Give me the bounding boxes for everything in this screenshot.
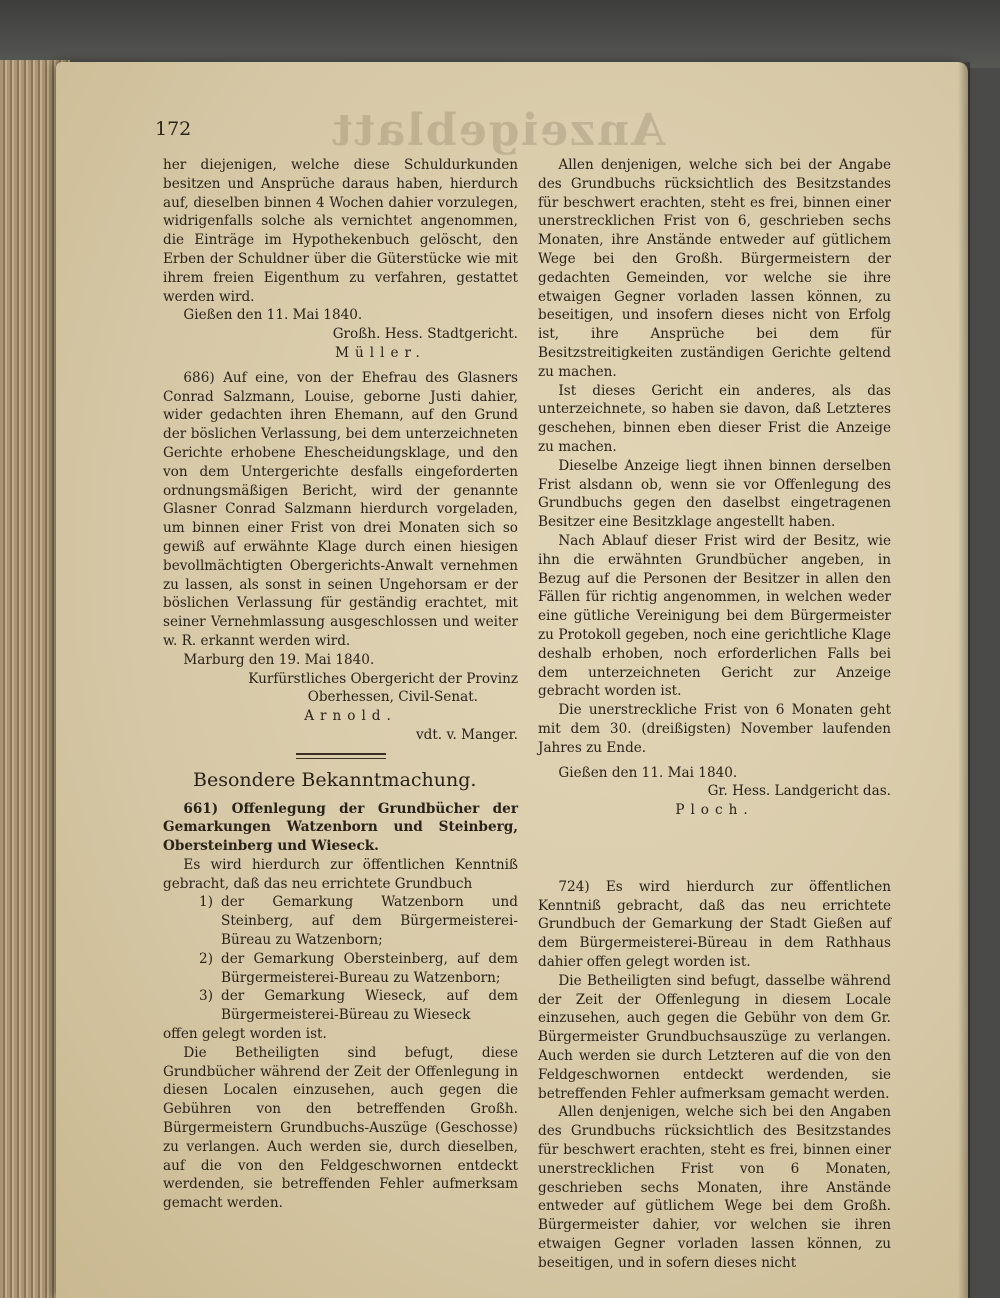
court-name: Kurfürstliches Obergericht der Provinz bbox=[248, 670, 518, 687]
signature: Müller. bbox=[335, 344, 426, 361]
continued-paragraph: her diejenigen, welche diese Schuldurkunden besitzen und Ansprüche daraus haben, hierdurch auf, dieselben binnen 4 Wochen dahier vorzulegen, widrigenfalls solche als vernichtet angenommen, die Einträge im Hypothekenbuch gelöscht, den Erben der Schuldner über die Güterstücke wie mit ihrem freien Eigenthum zu verfahren, gestattet werden wird. bbox=[163, 157, 518, 305]
paragraph: offen gelegt worden ist. bbox=[163, 1026, 327, 1043]
notice-724: 724) Es wird hierdurch zur öffentlichen Kenntniß gebracht, daß das neu errichtete Grundbuch der Gemarkung der Stadt Gießen auf dem Bürgermeisterei-Büreau in dem Rathhaus dahier offen gelegt worden ist. bbox=[538, 878, 891, 971]
signature: Ploch. bbox=[675, 802, 754, 819]
date-line: Marburg den 19. Mai 1840. bbox=[183, 651, 375, 668]
notice-661-title: 661) Offenlegung der Grundbücher der Gemarkungen Watzenborn und Steinberg, Obersteinberg und Wieseck. bbox=[163, 800, 518, 855]
paragraph: Die Betheiligten sind befugt, diese Grundbücher während der Zeit der Offenlegung in diesen Localen einzusehen, auch gegen die Gebühren von den betreffenden Großh. Bürgermeistern Grundbuchs-Auszüge (Geschosse) zu verlangen. Auch werden sie, durch dieselben, auf die von den Feldgeschwornen entdeckt werdenden, sie betreffenden Fehler aufmerksam gemacht werden. bbox=[163, 1044, 518, 1212]
scan-background bbox=[0, 0, 1000, 68]
page-number: 172 bbox=[155, 118, 192, 140]
court-name: Großh. Hess. Stadtgericht. bbox=[332, 326, 518, 343]
section-heading: Besondere Bekanntmachung. bbox=[193, 768, 477, 791]
signature: Arnold. bbox=[304, 708, 397, 725]
notice-686: 686) Auf eine, von der Ehefrau des Glasners Conrad Salzmann, Louise, geborne Justi dahier, wider gedachten ihren Ehemann, auf den Grund der böslichen Verlassung, bei dem unterzeichneten Gerichte erhobene Ehescheidungsklage, und den von dem Untergerichte desfalls eingeforderten ordnungsmäßigen Bericht, wird der genannte Glasner Conrad Salzmann hierdurch vorgeladen, um binnen einer Frist von drei Monaten sich so gewiß auf erwähnte Klage durch einen hiesigen bevollmächtigten Obergerichts-Anwalt vernehmen zu lassen, als sonst in seinen Ungehorsam er der böslichen Verlassung für geständig erachtet, mit seiner Vernehmlassung ausgeschlossen und weiter w. R. erkannt werden wird. bbox=[163, 369, 518, 649]
paragraph: Allen denjenigen, welche sich bei der Angabe des Grundbuchs rücksichtlich des Besitzstandes für beschwert erachten, steht es frei, binnen einer unerstrecklichen Frist von 6, geschrieben sechs Monaten, ihre Anstände entweder auf gütlichem Wege bei den Großh. Bürgermeistern der gedachten Gemeinden, vor welche sie ihre etwaigen Gegner vorladen lassen können, zu beseitigen, und insofern dieses nicht von Erfolg ist, ihre Ansprüche bei dem für Besitzstreitigkeiten zuständigen Gerichte geltend zu machen. bbox=[538, 157, 891, 380]
left-column bbox=[163, 156, 518, 1213]
court-name: Gr. Hess. Landgericht das. bbox=[707, 783, 891, 800]
paragraph: Allen denjenigen, welche sich bei den Angaben des Grundbuchs rücksichtlich des Besitzstandes für beschwert erachten, steht es frei, binnen einer unerstrecklichen Frist von 6 Monaten, geschrieben sechs Monaten, ihre Anstände entweder auf gütlichem Wege bei dem Großh. Bürgermeister dahier, vor welchen sie ihren etwaigen Gegner vorladen lassen können, zu beseitigen, und in sofern dieses nicht bbox=[538, 1104, 891, 1271]
countersignature: vdt. v. Manger. bbox=[415, 726, 518, 743]
divider bbox=[296, 753, 386, 755]
paragraph: Dieselbe Anzeige liegt ihnen binnen derselben Frist alsdann ob, wenn sie vor Offenlegung des Grundbuchs gegen den daselbst eingetragenen Besitzer eine Besitzklage angestellt haben. bbox=[538, 457, 891, 531]
right-column bbox=[538, 156, 891, 1273]
divider bbox=[296, 758, 386, 759]
notice-661-intro: Es wird hierdurch zur öffentlichen Kenntniß gebracht, daß das neu errichtete Grundbuch bbox=[163, 856, 518, 892]
paragraph: Die Betheiligten sind befugt, dasselbe während der Zeit der Offenlegung in diesem Locale einzusehen, auch gegen die Gebühr von dem Gr. Bürgermeister Grundbuchsauszüge zu verlangen. Auch werden sie durch Letzteren auf die von den Feldgeschwornen entdeckt werdenden, sie betreffenden Fehler aufmerksam gemacht werden. bbox=[538, 972, 891, 1102]
date-line: Gießen den 11. Mai 1840. bbox=[183, 307, 363, 324]
list-item: 3) der Gemarkung Wieseck, auf dem Bürgermeisterei-Büreau zu Wieseck bbox=[199, 988, 518, 1024]
paragraph: Die unerstreckliche Frist von 6 Monaten geht mit dem 30. (dreißigsten) November laufenden Jahres zu Ende. bbox=[538, 702, 891, 756]
paragraph: Nach Ablauf dieser Frist wird der Besitz, wie ihn die erwähnten Grundbücher angeben, in Bezug auf die Personen der Besitzer in allen den Fällen für richtig angenommen, in welchen weder eine gütliche Vereinigung bei dem Bürgermeister zu Protokoll gegeben, noch eine gerichtliche Klage deshalb erhoben, noch erforderlichen Falls bei dem unterzeichneten Gericht zur Anzeige gebracht worden ist. bbox=[538, 532, 891, 700]
paragraph: Ist dieses Gericht ein anderes, als das unterzeichnete, so haben sie davon, daß Letzteres geschehen, binnen eben dieser Frist die Anzeige zu machen. bbox=[538, 382, 891, 455]
list-item: 2) der Gemarkung Obersteinberg, auf dem Bürgermeisterei-Bureau zu Watzenborn; bbox=[199, 950, 518, 986]
list-item: 1) der Gemarkung Watzenborn und Steinberg, auf dem Bürgermeisterei-Büreau zu Watzenborn; bbox=[199, 894, 518, 949]
bleed-through-title: Anzeigeblatt bbox=[330, 105, 666, 156]
date-line: Gießen den 11. Mai 1840. bbox=[558, 764, 738, 781]
court-name: Oberhessen, Civil-Senat. bbox=[307, 689, 478, 706]
page-shadow bbox=[958, 62, 970, 1298]
